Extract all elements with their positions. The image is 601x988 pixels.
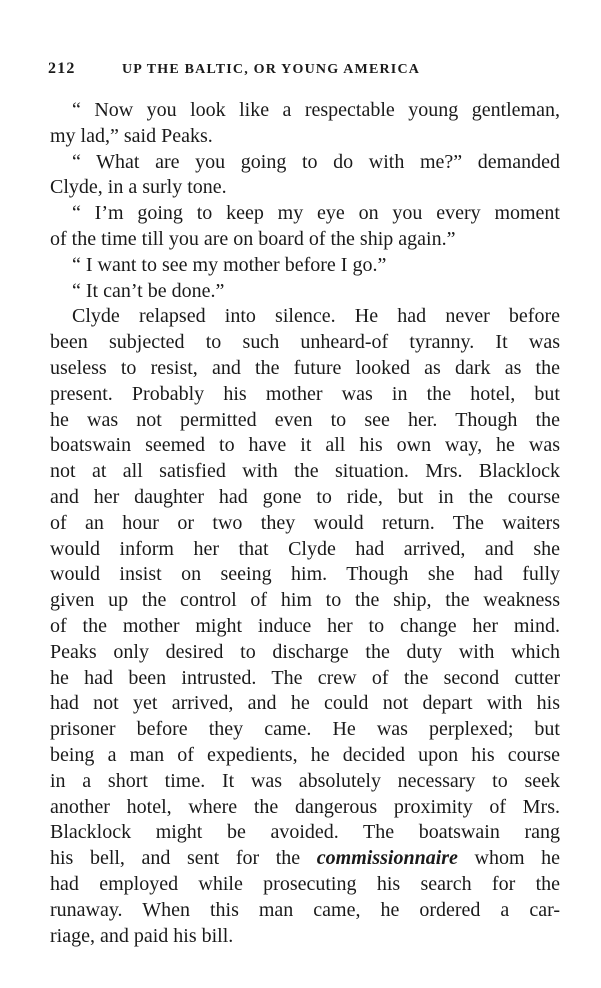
text-line: been subjected to such unheard-of tyranny. It was bbox=[50, 331, 560, 354]
text-line: of the mother might induce her to change her mind. bbox=[50, 614, 560, 637]
text-line: of the time till you are on board of the ship again.” bbox=[50, 227, 456, 250]
text-line: present. Probably his mother was in the hotel, but bbox=[50, 382, 560, 405]
text-line: another hotel, where the dangerous proximity of Mrs. bbox=[50, 795, 560, 818]
running-head-title: UP THE BALTIC, OR YOUNG AMERICA bbox=[122, 62, 421, 77]
text-line: Peaks only desired to discharge the duty with which bbox=[50, 640, 560, 663]
text-line: prisoner before they came. He was perplexed; but bbox=[50, 718, 560, 741]
text-segment: whom he bbox=[474, 847, 561, 870]
text-segment: his bell, and sent for the bbox=[50, 847, 301, 870]
text-line: of an hour or two they would return. The waiters bbox=[50, 511, 560, 534]
text-line: given up the control of him to the ship, the weakness bbox=[50, 589, 560, 612]
text-line: Clyde relapsed into silence. He had never before bbox=[72, 305, 560, 328]
text-line: my lad,” said Peaks. bbox=[50, 124, 213, 147]
text-line: “ Now you look like a respectable young gentleman, bbox=[72, 99, 560, 121]
running-header bbox=[48, 60, 548, 78]
text-line: had employed while prosecuting his search for the bbox=[50, 872, 560, 895]
text-line: not at all satisfied with the situation. Mrs. Blacklock bbox=[50, 460, 560, 483]
text-line: he had been intrusted. The crew of the second cutter bbox=[50, 666, 560, 689]
text-line: “ It can’t be done.” bbox=[72, 279, 225, 302]
text-line: Blacklock might be avoided. The boatswain rang bbox=[50, 821, 560, 844]
italic-word: commissionnaire bbox=[316, 847, 458, 870]
text-line: would inform her that Clyde had arrived, and she bbox=[50, 537, 560, 560]
text-line: riage, and paid his bill. bbox=[50, 924, 234, 947]
text-line: useless to resist, and the future looked as dark as the bbox=[50, 356, 560, 379]
text-line: runaway. When this man came, he ordered a car- bbox=[50, 898, 560, 921]
text-line: boatswain seemed to have it all his own way, he was bbox=[50, 434, 560, 457]
text-line: “ I want to see my mother before I go.” bbox=[72, 253, 387, 276]
text-line: “ I’m going to keep my eye on you every moment bbox=[72, 202, 560, 225]
text-line-with-italic bbox=[50, 846, 560, 872]
text-line: in a short time. It was absolutely necessary to seek bbox=[50, 769, 560, 792]
text-line: and her daughter had gone to ride, but in the course bbox=[50, 485, 560, 508]
text-line: “ What are you going to do with me?” demanded bbox=[72, 150, 560, 173]
text-line: would insist on seeing him. Though she had fully bbox=[50, 563, 560, 586]
page-text bbox=[50, 98, 560, 949]
text-line: Clyde, in a surly tone. bbox=[50, 176, 227, 199]
text-line: had not yet arrived, and he could not depart with his bbox=[50, 692, 560, 715]
text-line: being a man of expedients, he decided upon his course bbox=[50, 743, 560, 766]
text-line: he was not permitted even to see her. Though the bbox=[50, 408, 560, 431]
page-number: 212 bbox=[48, 60, 76, 77]
